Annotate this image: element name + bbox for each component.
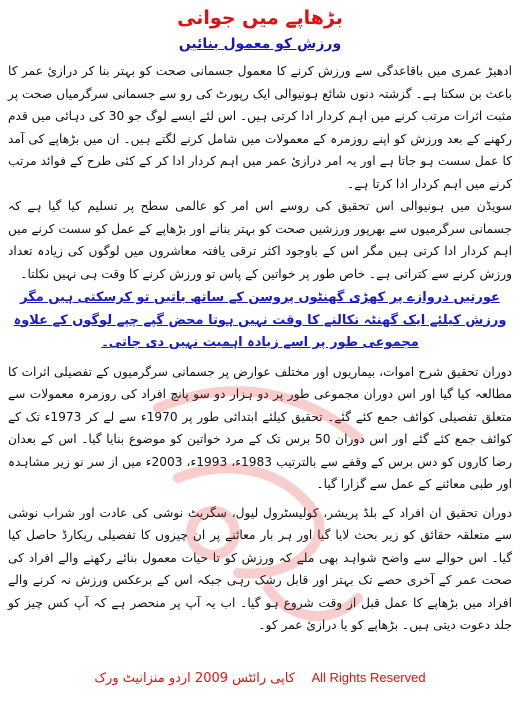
paragraph-4: دوران تحقیق ان افراد کے بلڈ پریشر، کولیسٹرول لیول، سگریٹ نوشی کی عادت اور شراب نوشی سے متعلقہ حقائق کو زیر بحث لایا گیا اور ہر بار معائنے پر ان چیزوں کا تفصیلی ریکارڈ حاصل کیا گیا۔ اس حوالے سے واضح شواہد بھی ملے کہ ورزش کو تا حیات معمول بنائے رکھنے والے افراد کی صحت عمر کے آخری حصے تک بہتر اور قابل رشک رہی جبکہ اس کے برعکس ورزش نہ کرنے والے افراد میں بڑھاپے کا عمل قبل از وقت شروع ہو گیا۔ اب یہ آپ پر منحصر ہے کہ آپ کس چیز کو جلد دعوت دیتی ہیں۔ بڑھاپے کو یا درازیٔ عمر کو۔	[8, 505, 512, 632]
footer-english: All Rights Reserved	[311, 670, 426, 685]
article-subtitle: ورزش کو معمول بنائیں	[178, 36, 342, 52]
footer-urdu: کاپی رائٹس 2009 اردو منزانیٹ ورک	[94, 671, 295, 686]
copyright-footer	[0, 668, 520, 689]
article-title: بڑھاپے میں جوانی	[177, 7, 343, 29]
paragraph-2: سویڈن میں ہونیوالی اس تحقیق کی روسے اس امر کو عالمی سطح پر تسلیم کیا گیا ہے کہ جسمانی سرگرمیوں سے بھرپور ورزشیں صحت کو بہتر بنانے اور بڑھاپے کے عمل کو سست کرنے میں اہم کردار ادا کرتی ہیں مگر اس کے باوجود اکثر ترقی یافتہ معاشروں میں لوگوں کی زیادہ تعداد ورزش کرنے سے کتراتی ہے۔ خاص طور پر خواتین کے پاس تو ورزش کرنے کا وقت ہی نہیں نکلتا۔	[8, 199, 512, 281]
paragraph-3: دوران تحقیق شرح اموات، بیماریوں اور مختلف عوارض پر جسمانی سرگرمیوں کے تفصیلی اثرات کا مطالعہ کیا گیا اور اس دوران مجموعی طور پر دو ہزار دو سو پانچ افراد کی روزمرہ معمولات سے متعلق تفصیلی کوائف جمع کئے گئے۔ تحقیق کیلئے ابتدائی طور پر 1970ء سے لے کر 1973ء تک کے کوائف جمع کئے گئے اور اس دوران 50 برس تک کے مرد خواتین کو موضوع بنایا گیا۔ اس کے بعدان رضا کاروں کو دس برس کے وقفے سے بالترتیب 1983ء، 1993ء، 2003ء میں از سر نو زیر مشاہدہ اور طبی معائنے کے عمل سے گزارا گیا۔	[8, 364, 513, 491]
highlight-quote: عورتیں دروازے پر کھڑی گھنٹوں پروسن کے ساتھ باتیں تو کرسکتی ہیں مگر ورزش کیلئے ایک گھنٹہ نکالنے کا وقت نہیں ہوتا محض گپے چپے لوگوں کے علاوہ مجموعی طور پر اسے زیادہ اہمیت نہیں دی جاتی۔	[13, 290, 507, 350]
paragraph-1: ادھیڑ عمری میں باقاعدگی سے ورزش کرنے کا معمول جسمانی صحت کو بہتر بنا کر درازیٔ عمر کا باعث بن سکتا ہے۔ گزشتہ دنوں شائع ہونیوالی ایک رپورٹ کی رو سے جسمانی سرگرمیاں صحت پر مثبت اثرات مرتب کرنے میں اہم کردار ادا کرتی ہیں۔ اس لئے ایسے لوگ جو 30 کی دہائی میں قدم رکھنے کے بعد ورزش کو اپنے روزمرہ کے معمولات میں شامل کرنے لگتے ہیں۔ ان میں بڑھاپے کی آمد کا عمل سست ہو جاتا ہے اور یہ امر درازیٔ عمر میں اہم کردار ادا کر کے کئی طرح کے فوائد مرتب کرنے میں اہم کردار ادا کرتا ہے۔	[8, 64, 512, 191]
